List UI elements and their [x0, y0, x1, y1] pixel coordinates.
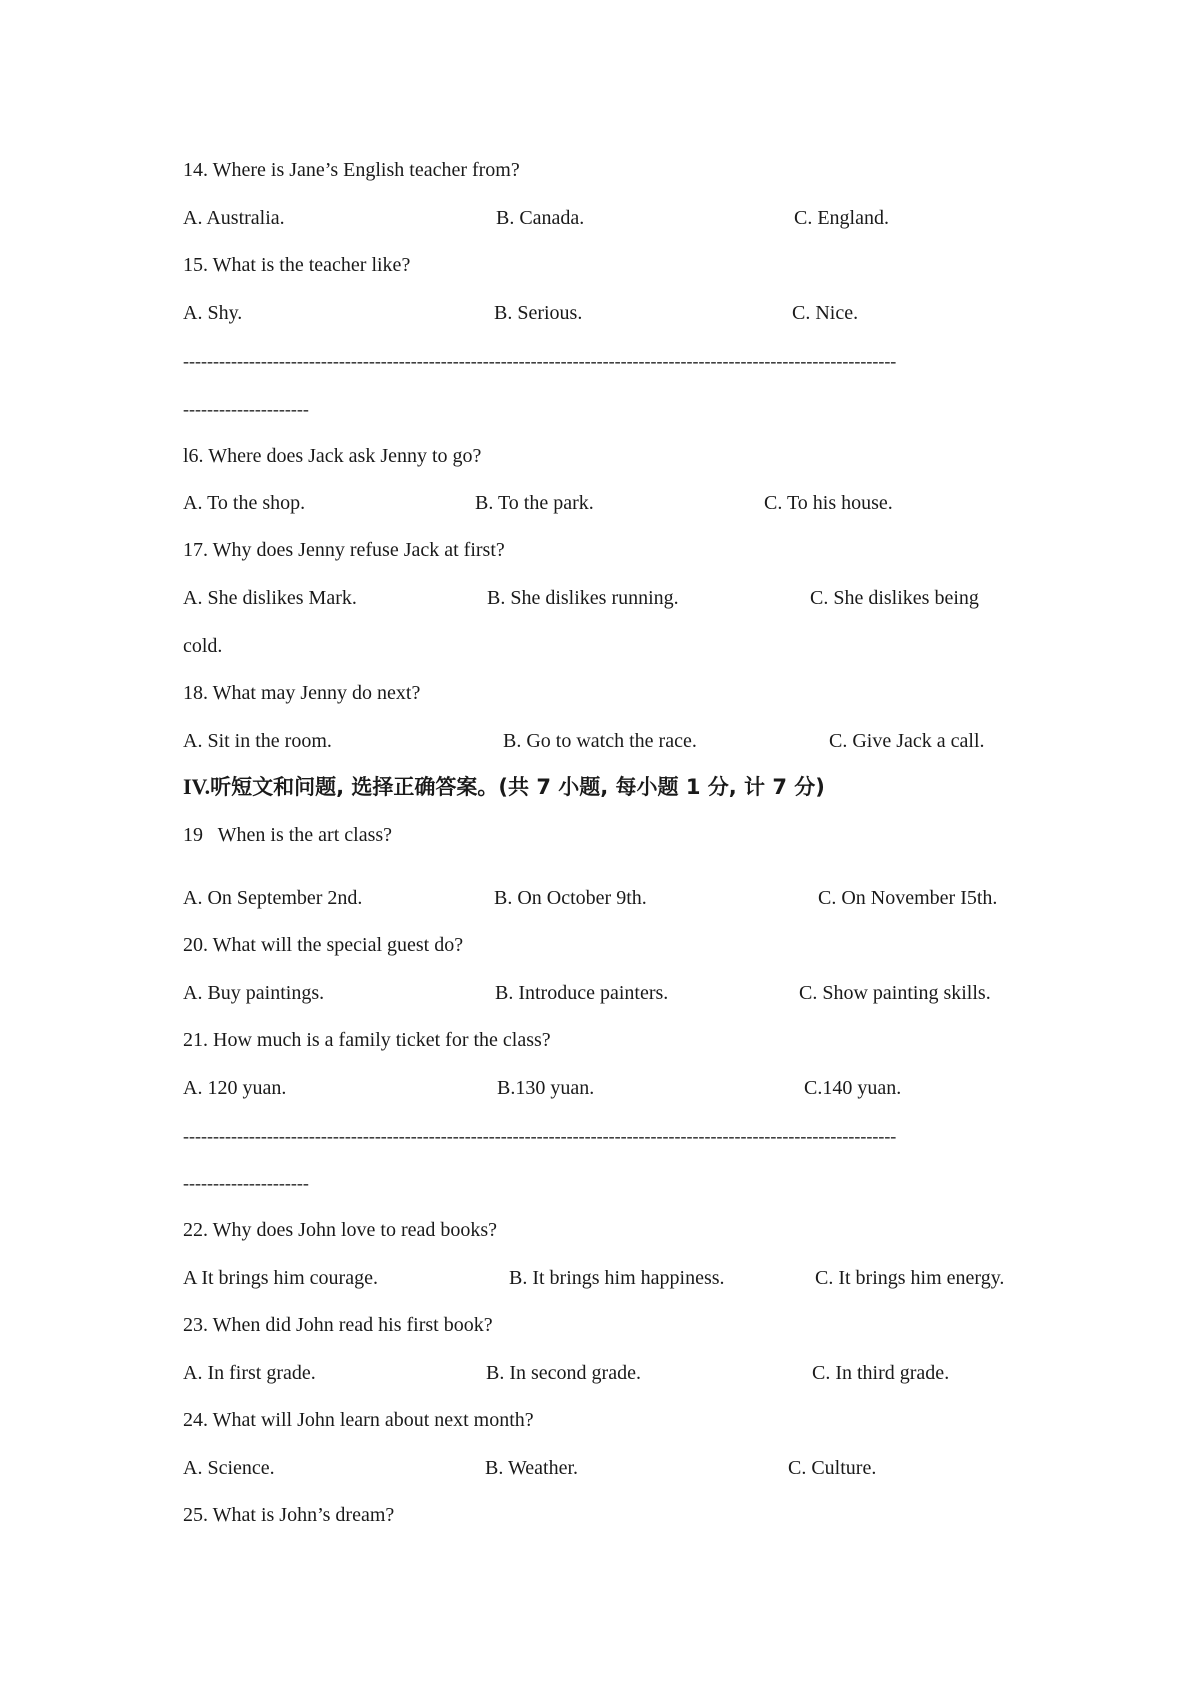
option-24a: A. Science. — [183, 1457, 275, 1479]
option-24c: C. Culture. — [788, 1457, 877, 1479]
option-20c: C. Show painting skills. — [799, 982, 991, 1004]
option-24b: B. Weather. — [485, 1457, 578, 1479]
question-18: 18. What may Jenny do next? — [183, 682, 421, 704]
option-18c: C. Give Jack a call. — [829, 730, 985, 752]
option-15b: B. Serious. — [494, 302, 583, 324]
question-25: 25. What is John’s dream? — [183, 1504, 395, 1526]
question-15: 15. What is the teacher like? — [183, 254, 411, 276]
option-18b: B. Go to watch the race. — [503, 730, 697, 752]
option-17b: B. She dislikes running. — [487, 587, 679, 609]
separator-short-2: --------------------- — [183, 1173, 309, 1193]
option-15c: C. Nice. — [792, 302, 859, 324]
option-23a: A. In first grade. — [183, 1362, 316, 1384]
option-19c: C. On November I5th. — [818, 887, 998, 909]
option-21a: A. 120 yuan. — [183, 1077, 287, 1099]
question-22: 22. Why does John love to read books? — [183, 1219, 498, 1241]
option-23c: C. In third grade. — [812, 1362, 950, 1384]
option-22c: C. It brings him energy. — [815, 1267, 1005, 1289]
option-17c-continuation: cold. — [183, 635, 223, 657]
option-17c: C. She dislikes being — [810, 587, 979, 609]
question-16: l6. Where does Jack ask Jenny to go? — [183, 445, 482, 467]
separator-short: --------------------- — [183, 399, 309, 419]
option-23b: B. In second grade. — [486, 1362, 641, 1384]
question-20: 20. What will the special guest do? — [183, 934, 464, 956]
option-20a: A. Buy paintings. — [183, 982, 325, 1004]
option-21b: B.130 yuan. — [497, 1077, 595, 1099]
option-16a: A. To the shop. — [183, 492, 306, 514]
section-heading — [183, 774, 825, 800]
option-20b: B. Introduce painters. — [495, 982, 669, 1004]
question-24: 24. What will John learn about next month? — [183, 1409, 534, 1431]
option-17a: A. She dislikes Mark. — [183, 587, 357, 609]
option-16c: C. To his house. — [764, 492, 893, 514]
question-17: 17. Why does Jenny refuse Jack at first? — [183, 539, 505, 561]
option-14b: B. Canada. — [496, 207, 585, 229]
section-heading-text: 听短文和问题, 选择正确答案。(共 7 小题, 每小题 1 分, 计 7 分) — [210, 775, 825, 799]
question-19: 19 When is the art class? — [183, 824, 393, 846]
option-19a: A. On September 2nd. — [183, 887, 363, 909]
question-21: 21. How much is a family ticket for the class? — [183, 1029, 551, 1051]
option-15a: A. Shy. — [183, 302, 243, 324]
option-22a: A It brings him courage. — [183, 1267, 378, 1289]
option-16b: B. To the park. — [475, 492, 594, 514]
option-21c: C.140 yuan. — [804, 1077, 902, 1099]
option-14c: C. England. — [794, 207, 889, 229]
option-19b: B. On October 9th. — [494, 887, 647, 909]
option-14a: A. Australia. — [183, 207, 285, 229]
question-23: 23. When did John read his first book? — [183, 1314, 493, 1336]
question-14: 14. Where is Jane’s English teacher from? — [183, 159, 520, 181]
section-heading-roman: IV. — [183, 774, 211, 799]
option-18a: A. Sit in the room. — [183, 730, 332, 752]
option-22b: B. It brings him happiness. — [509, 1267, 725, 1289]
separator-long: ----------------------------------------------------------------------------------------------------------------------- — [183, 351, 897, 371]
separator-long-2: ----------------------------------------------------------------------------------------------------------------------- — [183, 1126, 897, 1146]
